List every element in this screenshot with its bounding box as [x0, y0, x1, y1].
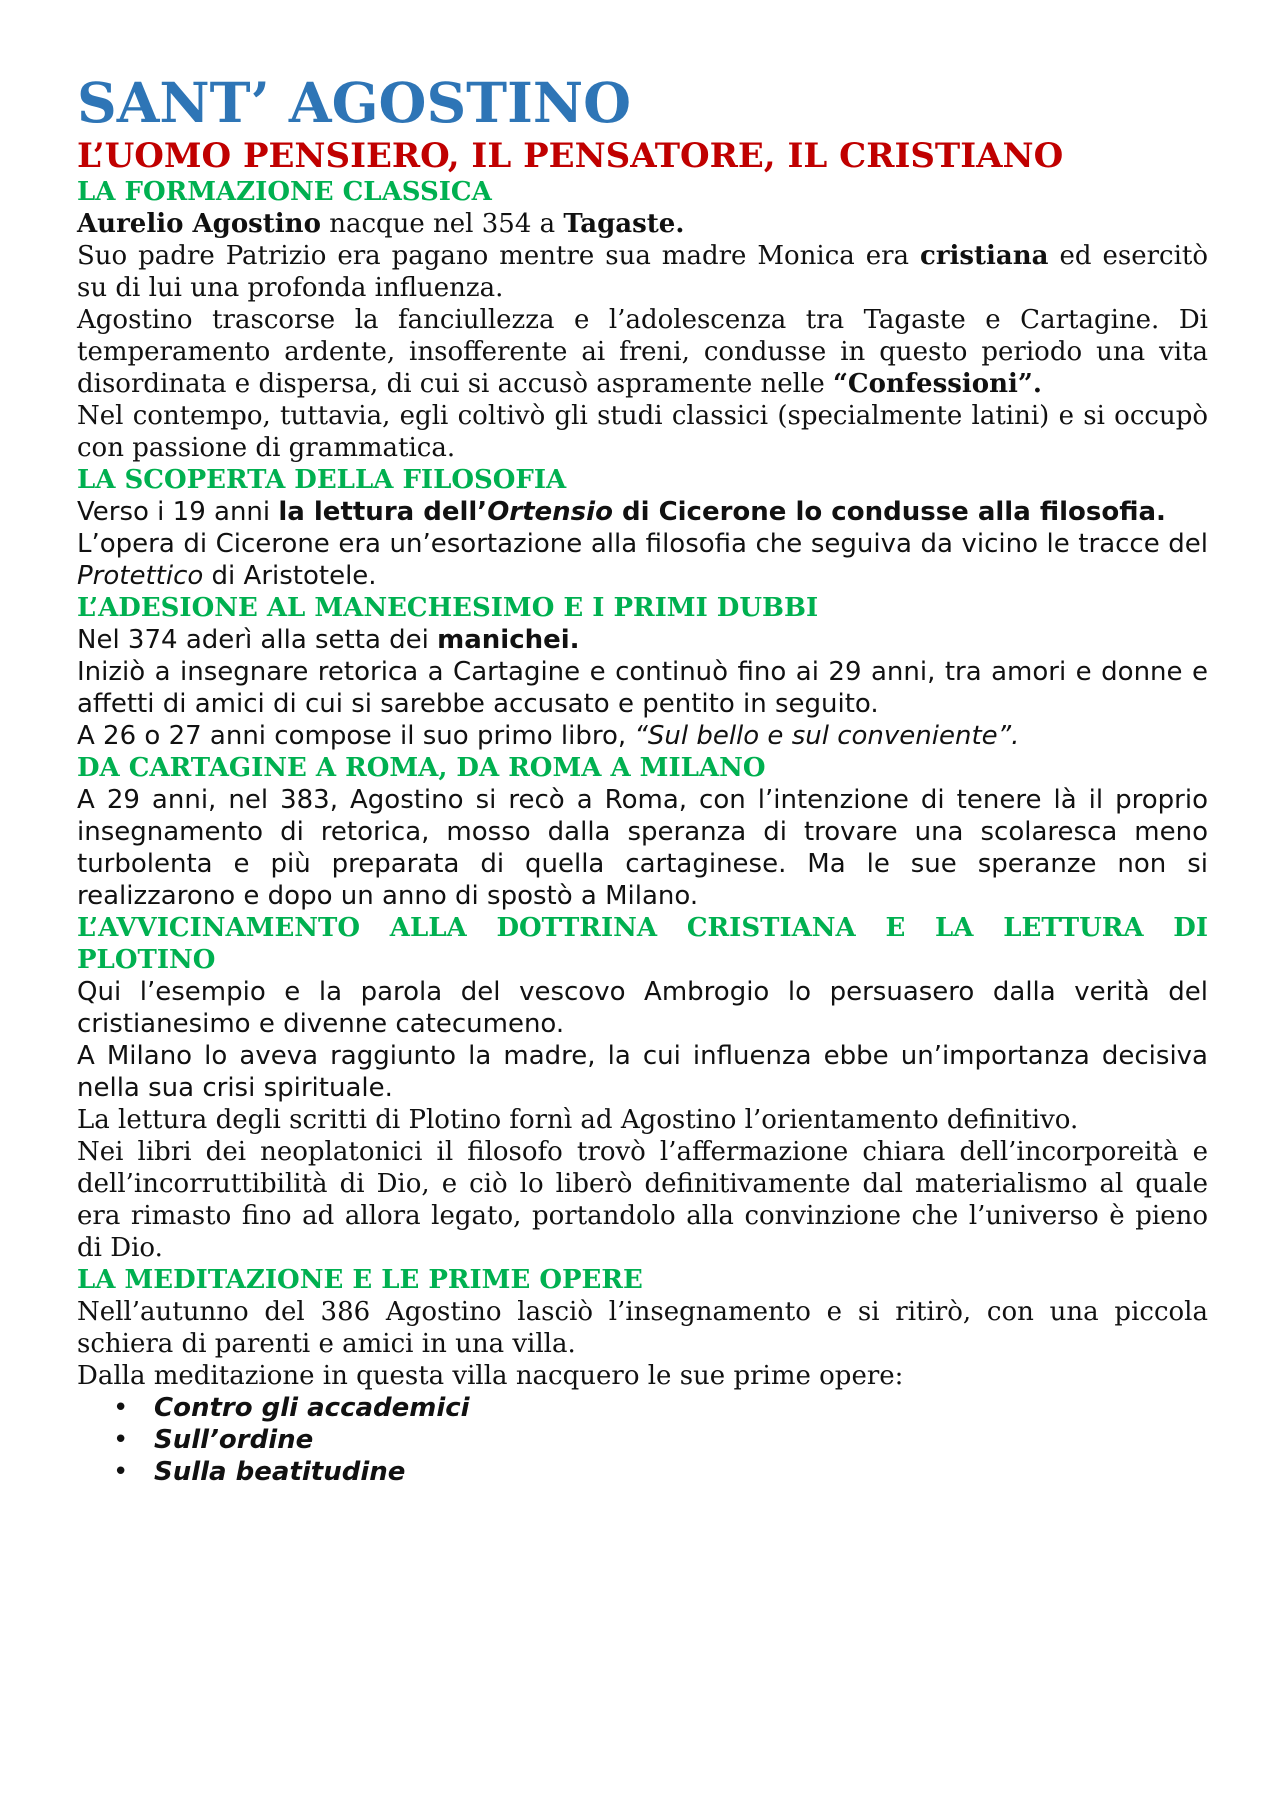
paragraph: Verso i 19 anni la lettura dell’Ortensio di Cicerone lo condusse alla filosofia.: [77, 497, 1166, 527]
section-dottrina-cristiana-plotino: [77, 912, 1208, 1264]
paragraph: Qui l’esempio e la parola del vescovo Ambrogio lo persuasero dalla verità del cristianesimo e divenne catecumeno.: [77, 977, 1208, 1039]
bullet-icon: •: [113, 1457, 129, 1487]
paragraph: Nei libri dei neoplatonici il filosofo trovò l’affermazione chiara dell’incorporeità e dell’incorruttibilità di Dio, e ciò lo liberò definitivamente dal materialismo al quale era rimasto fino ad allora legato, portandolo alla convinzione che l’universo è pieno di Dio.: [77, 1137, 1208, 1263]
list-item: • Contro gli accademici: [113, 1393, 470, 1423]
section-heading: L’ADESIONE AL MANECHESIMO E I PRIMI DUBBI: [77, 593, 819, 623]
paragraph: Nel contempo, tuttavia, egli coltivò gli studi classici (specialmente latini) e si occupò con passione di grammatica.: [77, 401, 1208, 463]
paragraph: A 29 anni, nel 383, Agostino si recò a Roma, con l’intenzione di tenere là il proprio insegnamento di retorica, mosso dalla speranza di trovare una scolaresca meno turbolenta e più preparata di quella cartaginese. Ma le sue speranze non si realizzarono e dopo un anno di spostò a Milano.: [77, 785, 1208, 911]
section-heading: L’AVVICINAMENTO ALLA DOTTRINA CRISTIANA E LA LETTURA DI PLOTINO: [77, 913, 1208, 975]
bold-text: manichei.: [437, 625, 580, 655]
paragraph: Iniziò a insegnare retorica a Cartagine e continuò fino ai 29 anni, tra amori e donne e affetti di amici di cui si sarebbe accusato e pentito in seguito.: [77, 657, 1208, 719]
italic-text: Ortensio: [487, 497, 613, 527]
works-list: [77, 1392, 1208, 1488]
paragraph: Dalla meditazione in questa villa nacquero le sue prime opere:: [77, 1361, 904, 1391]
paragraph: Suo padre Patrizio era pagano mentre sua madre Monica era cristiana ed esercitò su di lui una profonda influenza.: [77, 241, 1208, 303]
section-adesione-manichesimo: [77, 592, 1208, 752]
italic-text: “Sul bello e sul conveniente”.: [634, 721, 1020, 751]
bold-text: “Confessioni”.: [832, 369, 1042, 399]
section-formazione-classica: [77, 176, 1208, 464]
paragraph: Aurelio Agostino nacque nel 354 a Tagaste.: [77, 209, 685, 239]
bold-text: Aurelio Agostino: [77, 209, 321, 239]
section-heading: LA FORMAZIONE CLASSICA: [77, 177, 492, 207]
section-meditazione-prime-opere: [77, 1264, 1208, 1488]
bold-text: cristiana: [920, 241, 1049, 271]
bold-text: la lettura dell’Ortensio di Cicerone lo condusse alla filosofia.: [278, 497, 1166, 527]
section-heading: LA MEDITAZIONE E LE PRIME OPERE: [77, 1265, 643, 1295]
paragraph: Nel 374 aderì alla setta dei manichei.: [77, 625, 580, 655]
paragraph: Agostino trascorse la fanciullezza e l’adolescenza tra Tagaste e Cartagine. Di temperamento ardente, insofferente ai freni, condusse in questo periodo una vita disordinata e dispersa, di cui si accusò aspramente nelle “Confessioni”.: [77, 305, 1208, 399]
paragraph: A Milano lo aveva raggiunto la madre, la cui influenza ebbe un’importanza decisiva nella sua crisi spirituale.: [77, 1041, 1208, 1103]
bold-text: Tagaste.: [563, 209, 685, 239]
bullet-icon: •: [113, 1425, 129, 1455]
section-scoperta-filosofia: [77, 464, 1208, 592]
paragraph: A 26 o 27 anni compose il suo primo libro, “Sul bello e sul conveniente”.: [77, 721, 1020, 751]
paragraph: Nell’autunno del 386 Agostino lasciò l’insegnamento e si ritirò, con una piccola schiera di parenti e amici in una villa.: [77, 1297, 1208, 1359]
paragraph: L’opera di Cicerone era un’esortazione alla filosofia che seguiva da vicino le tracce del Protettico di Aristotele.: [77, 529, 1208, 591]
paragraph: La lettura degli scritti di Plotino fornì ad Agostino l’orientamento definitivo.: [77, 1105, 1079, 1135]
document-subtitle: L’UOMO PENSIERO, IL PENSATORE, IL CRISTIANO: [77, 136, 1064, 176]
section-cartagine-roma-milano: [77, 752, 1208, 912]
list-item: • Sulla beatitudine: [113, 1457, 406, 1487]
italic-text: Protettico: [77, 561, 204, 591]
section-heading: LA SCOPERTA DELLA FILOSOFIA: [77, 465, 567, 495]
section-heading: DA CARTAGINE A ROMA, DA ROMA A MILANO: [77, 753, 766, 783]
list-item: • Sull’ordine: [113, 1425, 314, 1455]
bullet-icon: •: [113, 1393, 129, 1423]
document-title: SANT’ AGOSTINO: [77, 70, 632, 135]
